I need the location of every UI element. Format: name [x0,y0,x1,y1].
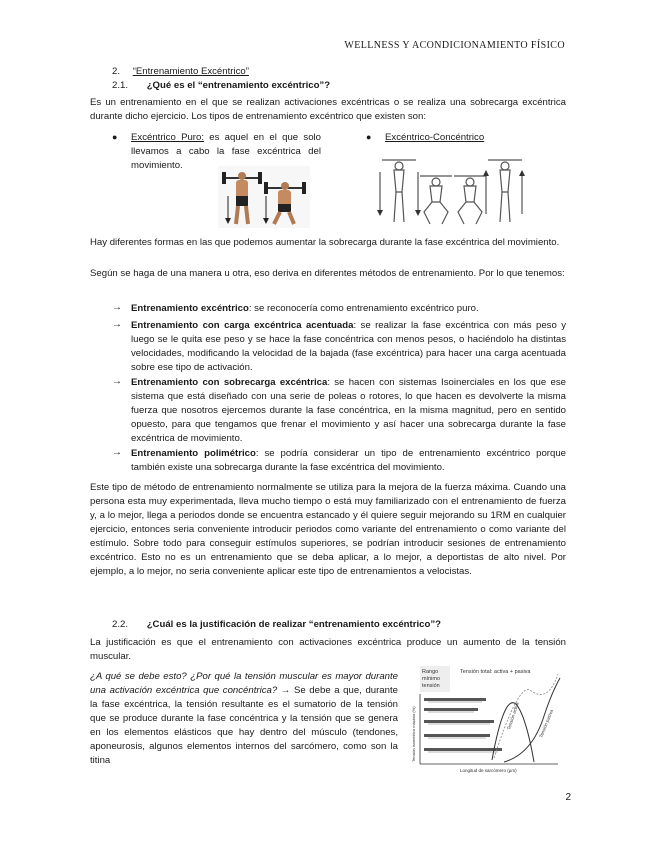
type-text: es aquel en el que solo llevamos a cabo la fase excéntrica del movimiento. [131,132,321,171]
paragraph-forms: Hay diferentes formas en las que podemos aumentar la sobrecarga durante la fase excéntrica del movimiento. [90,237,560,248]
arrow-icon: → [112,447,122,458]
section-title: “Entrenamiento Excéntrico” [132,66,249,77]
method-item [131,376,566,446]
x-axis-label: Longitud de sarcómero (µm) [460,768,517,773]
eccentric-pure-illustration [218,166,310,228]
method-item [131,302,566,316]
question-text: ¿A qué se debe esto? ¿Por qué la tensión muscular es mayor durante una activación excéntrica que concéntrica? [90,671,398,696]
subsection-number: 2.2. [112,619,129,630]
type-label: Excéntrico-Concéntrico [385,132,485,143]
method-label: Entrenamiento polimétrico [131,448,256,459]
subsection-number: 2.1. [112,80,129,91]
paragraph-method-use: Este tipo de método de entrenamiento normalmente se utiliza para la mejora de la fuerza máxima. Cuando una persona esta muy experimentada, lleva mucho tiempo o está muy familiarizado con el entrenamiento de fuerza y, a lo mejor, llega a periodos donde se encuentra estancado y él quiere seguir mejorando su 1RM en cualquier ejercicio, entonces seria conveniente introducir periodos como variante del entrenamiento o como variante del estímulo. Sobre todo para conseguir estímulos superiores, se podrían introducir sesiones de entrenamiento excéntrico. Esto no es un entrenamiento que se deba aplicar, a lo mejor, a deportistas de alto nivel. Por ejemplo, a lo mejor, no seria conveniente aplicar este tipo de entrenamientos a velocistas. [90,482,566,577]
legend-total: Tensión total: activa + pasiva [460,669,531,675]
paragraph-question-answer [90,670,398,768]
method-text: : se reconocería como entrenamiento excéntrico puro. [248,303,479,314]
subsection-title: ¿Cuál es la justificación de realizar “entrenamiento excéntrico”? [146,619,441,630]
method-item [131,319,566,375]
legend-range: Rango [422,669,439,675]
eccentric-concentric-illustration [376,152,526,230]
section-heading [112,65,249,79]
arrow-icon: → [112,376,122,387]
subsection-title: ¿Qué es el “entrenamiento excéntrico”? [146,80,331,91]
method-text: : se realizar la fase excéntrica con más peso y luego se le quita ese peso y se hace la fase concéntrica con menos pesos, o haciéndolo ha distintas velocidades, modificando la velocidad de la bajada (fase excéntrica) para hacer una carga acentuada sobre ese tipo de activación. [131,320,567,373]
page-number: 2 [565,792,571,803]
section-number: 2. [112,66,121,77]
subsection-heading-2-1 [112,79,330,93]
answer-text: → Se debe a que, durante la fase excéntrica, la tensión resultante es el sumatorio de la tensión que se produce durante la fase concéntrica y la tensión que se genera en los elementos elásticos que hay dentro del músculo (tendones, aponeurosis, algunos elementos internos del sarcómero, como son la titina [90,685,398,766]
paragraph-justification: La justificación es que el entrenamiento con activaciones excéntrica produce un aumento de la tensión muscular. [90,637,566,662]
method-label: Entrenamiento con sobrecarga excéntrica [131,377,328,388]
subsection-heading-2-2 [112,618,441,632]
bullet-icon: ● [366,132,372,142]
bullet-icon: ● [112,132,118,142]
length-tension-figure [408,664,566,774]
legend-min: mínimo [422,676,441,682]
y-axis-label: Tensión isométrica máxima (%) [411,706,416,762]
curve-passive-label: Tensión pasiva [538,708,555,739]
intro-paragraph: Es un entrenamiento en el que se realizan activaciones excéntricas o se realiza una sobrecarga excéntrica durante dicho ejercicio. Los tipos de entrenamiento excéntrico que existen son: [90,97,566,122]
arrow-icon: → [112,302,122,313]
running-header: WELLNESS Y ACONDICIONAMIENTO FÍSICO [344,40,565,51]
type-excentrico-concentrico [385,131,484,145]
type-label: Excéntrico Puro: [131,132,204,143]
method-text: : se podría considerar un tipo de entrenamiento excéntrico porque también existe una sobrecarga durante la fase excéntrica del movimiento. [131,448,566,473]
arrow-icon: → [112,319,122,330]
legend-tension: tensión [422,683,440,689]
method-item [131,447,566,475]
method-label: Entrenamiento excéntrico [131,303,249,314]
curve-active-label: Tensión activa [506,701,520,731]
method-label: Entrenamiento con carga excéntrica acentuada [131,320,354,331]
method-text: : se hacen con sistemas Isoinerciales en los que ese sistema que está diseñado con una serie de poleas o rotores, lo que hacen es devolverte la misma fuerza que nosotros ejercemos durante la fase concéntrica, en la misma magnitud, pero en sentido opuesto, para que tengamos que frenar el movimiento y así hacer una sobrecarga durante la fase excéntrica de movimiento. [131,377,566,444]
paragraph-methods-intro: Según se haga de una manera u otra, eso deriva en diferentes métodos de entrenamiento. Por lo que tenemos: [90,268,565,279]
